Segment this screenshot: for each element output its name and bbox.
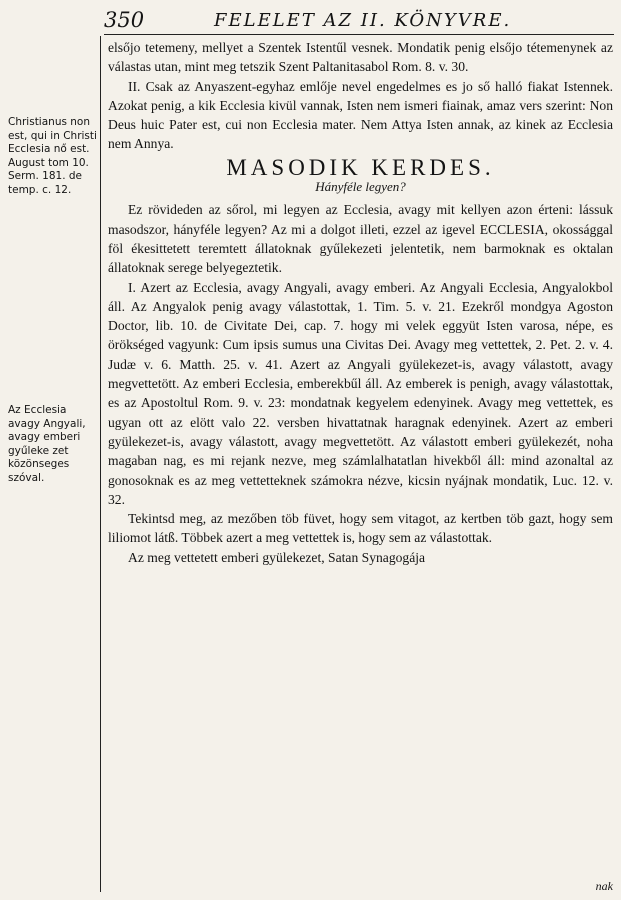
- running-title: FELELET AZ II. KÖNYVRE.: [214, 10, 512, 31]
- margin-note-first: Christianus non est, qui in Christi Ecclesia nő est. August tom 10. Serm. 181. de temp. c. 12.: [8, 116, 97, 196]
- paragraph-3: Ez rövideden az sőrol, mi legyen az Ecclesia, avagy mit kellyen azon érteni: lássuk masodszor, hányféle legyen? Az mi a dolgot illeti, ezzel az igevel ECCLESIA, okossággal föl ékesittetett teremtett állatoknak gyűlekezeti jelentetik, nem barmoknak es oktalan állatoknak serege belyegeztetik.: [108, 202, 613, 276]
- section-heading: MASODIK KERDES.: [226, 154, 495, 180]
- paragraph-5: Tekintsd meg, az mezőben töb füvet, hogy sem vitagot, az kertben töb gazt, hogy sem liliomot látß. Többek azert a meg vettettek is, hogy sem az válastottak.: [108, 511, 613, 546]
- section-subheading: Hányféle legyen?: [315, 179, 406, 195]
- paragraph-4: I. Azert az Ecclesia, avagy Angyali, avagy emberi. Az Angyali Ecclesia, Angyalokbol áll. Az Angyalok penig avagy válastottak, 1. Tim. 5. v. 21. Ezekről mondgya Agoston Doctor, lib. 10. de Civitate Dei, cap. 7. hogy mi velek eggyüt Isten varosa, népe, es örökséged vagyunk: Cum ipsis sumus una Civitas Dei. Avagy meg vettettek, 2. Pet. 2. v. 4. Judæ v. 6. Matth. 25. v. 41. Azert az Angyali gyülekezet-is, avagy válastott, avagy megvettetött. Az emberi Ecclesia, emberekbűl áll. Az emberek is penigh, avagy válastottak, es az Apostoltul Rom. 9. v. 23: mondatnak kegyelem edenyinek. Avagy meg vettettek, es ugyan ott az elött valo 22. versben hivattatnak haragnak edenyinek. Azert az emberi gyülekezet-is, avagy válastott, avagy megvettetött. Az válastott emberi gyülekezét, noha magaban nag, es mi rejank nezve, meg számlalhatatlan hivekből áll: mind azonaltal az gonosoknak es az meg vettetteknek számokra nézve, kicsin nyájnak mondatik, Luc. 12. v. 32.: [108, 279, 613, 507]
- paragraph-6: Az meg vettetett emberi gyülekezet, Satan Synagogája: [128, 549, 426, 565]
- body-text: [108, 38, 613, 567]
- running-head: [104, 6, 614, 35]
- margin-rule: [100, 36, 101, 892]
- page-number: 350: [104, 8, 145, 32]
- margin-note-second: Az Ecclesia avagy Angyali, avagy emberi gyűleke zet közönseges szóval.: [8, 404, 86, 484]
- paragraph-1: elsőjo tetemeny, mellyet a Szentek Istentűl vesnek. Mondatik penig elsőjo tétemenynek az válastas utan, mint meg tetszik Szent Paltanitasabol Rom. 8. v. 30.: [108, 40, 613, 75]
- paragraph-2: II. Csak az Anyaszent-egyhaz emlője nevel engedelmes es jo ső halló fiakat Istennek. Azokat penig, a kik Ecclesia kivül vannak, Isten nem ismeri fiainak, amaz vers szerint: Non Deus huic Pater est, cui non Ecclesia mater. Nem Attya Isten annak, az kinek az Ecclesia nem Annya.: [108, 78, 613, 152]
- catchword: nak: [595, 879, 613, 893]
